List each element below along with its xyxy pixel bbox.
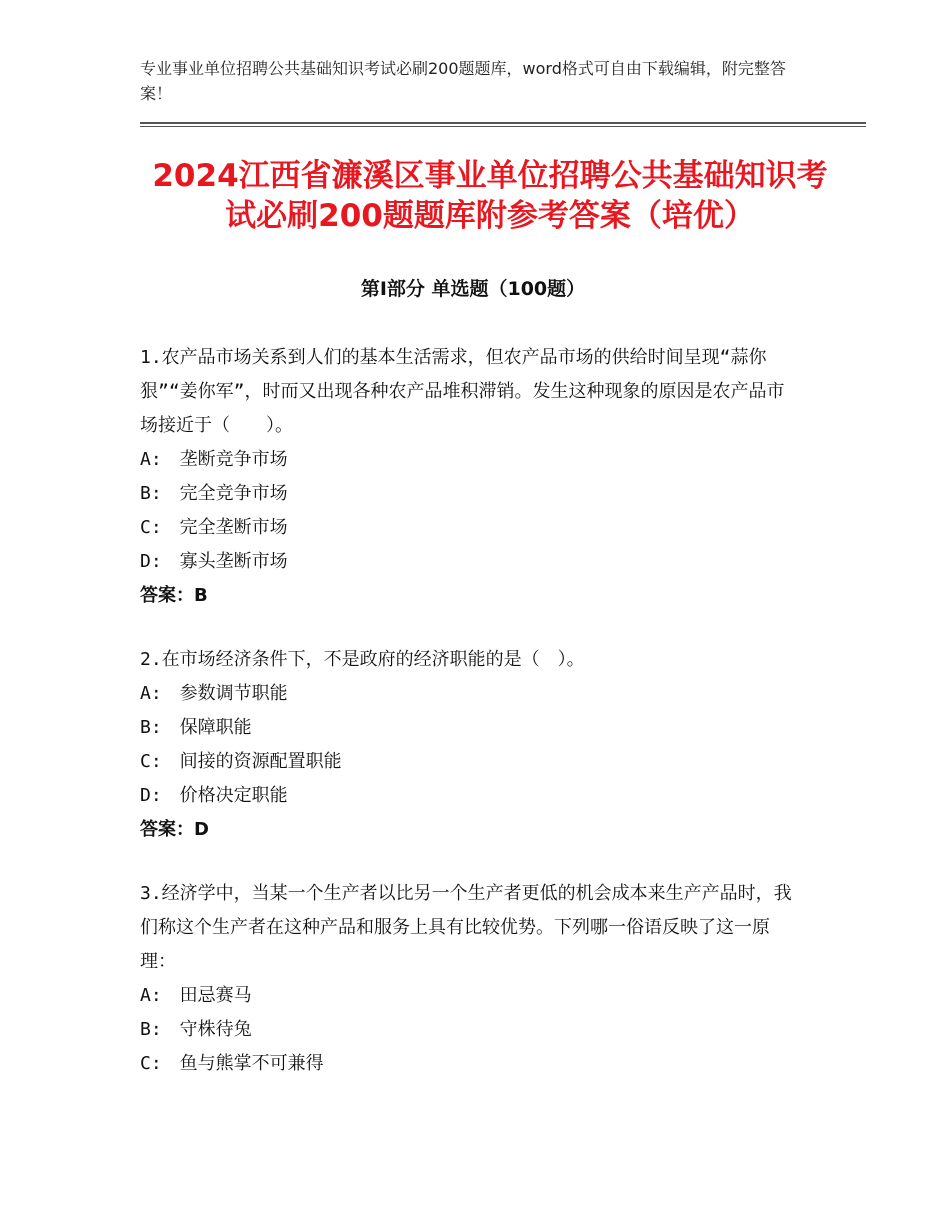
section-heading: 第Ⅰ部分 单选题（100题） [360,278,586,300]
option-c: C: 间接的资源配置职能 [140,751,342,772]
question-list [140,341,800,1111]
option-d: D: 价格决定职能 [140,785,288,806]
option-b: B: 守株待兔 [140,1019,252,1040]
question-stem: 3.经济学中，当某一个生产者以比另一个生产者更低的机会成本来生产产品时，我们称这个生产者在这种产品和服务上具有比较优势。下列哪一俗语反映了这一原理： [140,883,792,972]
question-stem: 2.在市场经济条件下，不是政府的经济职能的是（ ）。 [140,649,585,670]
header-note: 专业事业单位招聘公共基础知识考试必刷200题题库，word格式可自由下载编辑，附完整答案！ [140,59,786,103]
document-title: 2024江西省濂溪区事业单位招聘公共基础知识考试必刷200题题库附参考答案（培优） [152,158,828,234]
answer: 答案：B [140,585,208,606]
question-stem: 1.农产品市场关系到人们的基本生活需求，但农产品市场的供给时间呈现“蒜你狠”“姜你军”，时而又出现各种农产品堆积滞销。发生这种现象的原因是农产品市场接近于（ ）。 [140,347,785,436]
option-a: A: 垄断竞争市场 [140,449,288,470]
header-divider [140,122,866,124]
option-b: B: 完全竞争市场 [140,483,288,504]
option-c: C: 鱼与熊掌不可兼得 [140,1053,324,1074]
option-b: B: 保障职能 [140,717,252,738]
question-item [140,341,800,613]
option-d: D: 寡头垄断市场 [140,551,288,572]
header-divider-thin [140,126,866,127]
answer: 答案：D [140,819,209,840]
question-item [140,877,800,1081]
option-a: A: 参数调节职能 [140,683,288,704]
option-a: A: 田忌赛马 [140,985,252,1006]
question-item [140,643,800,847]
option-c: C: 完全垄断市场 [140,517,288,538]
